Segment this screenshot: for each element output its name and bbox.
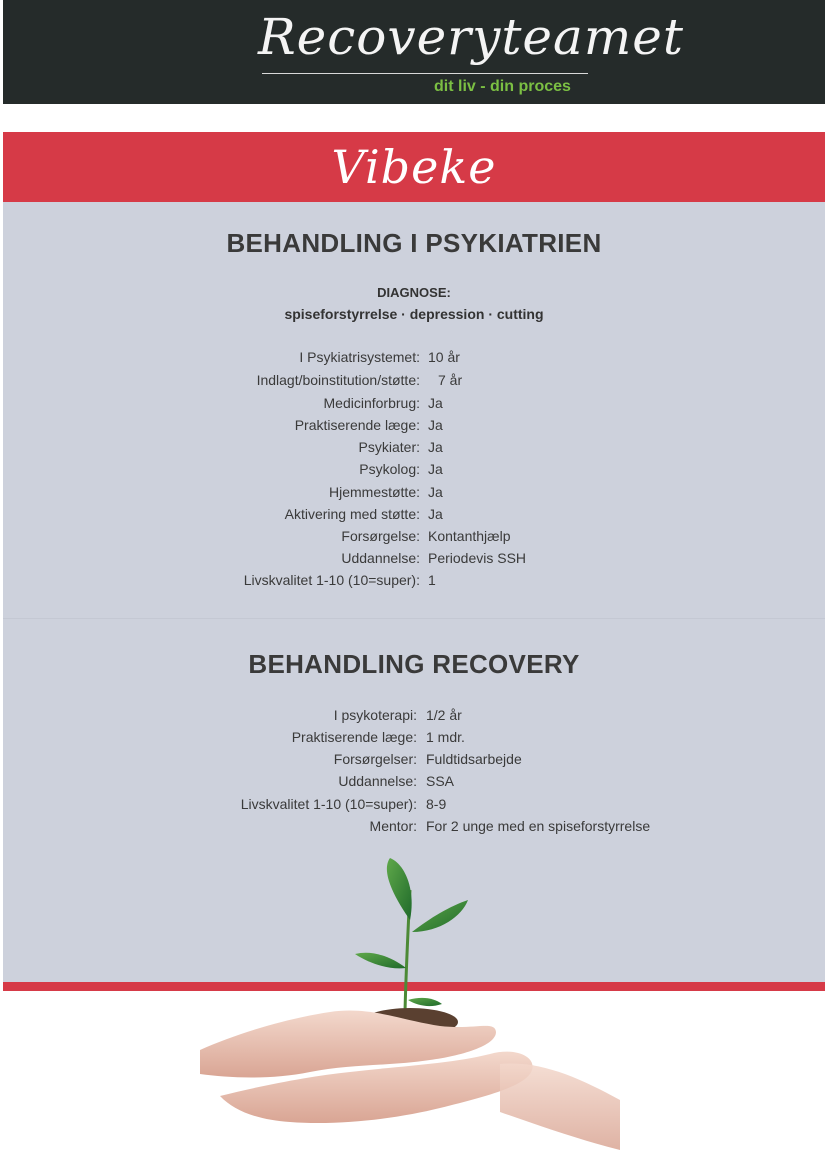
plant-leaf	[412, 900, 468, 932]
section-divider	[3, 618, 825, 619]
brand-tagline: dit liv - din proces	[434, 78, 571, 95]
row-label: Aktivering med støtte:	[284, 506, 420, 522]
info-row	[0, 349, 825, 371]
row-label: Uddannelse:	[341, 550, 420, 566]
row-value: Ja	[428, 417, 443, 433]
row-label: Uddannelse:	[338, 773, 417, 789]
row-label: Praktiserende læge:	[291, 729, 417, 745]
info-row	[0, 372, 825, 394]
info-row	[0, 818, 825, 840]
row-value: Kontanthjælp	[428, 528, 511, 544]
row-label: I psykoterapi:	[333, 707, 417, 723]
info-row	[0, 572, 825, 594]
row-label: Mentor:	[369, 818, 417, 834]
info-row	[0, 484, 825, 506]
row-value: 10 år	[428, 349, 460, 365]
section1-title: BEHANDLING I PSYKIATRIEN	[226, 228, 602, 258]
row-label: Forsørgelse:	[341, 528, 420, 544]
row-label: Hjemmestøtte:	[328, 484, 420, 500]
row-label: Psykolog:	[359, 461, 420, 477]
info-row	[0, 751, 825, 773]
logo-underline	[262, 73, 588, 74]
row-label: Psykiater:	[358, 439, 420, 455]
row-label: I Psykiatrisystemet:	[299, 349, 420, 365]
row-value: 1/2 år	[426, 707, 462, 723]
info-row	[0, 773, 825, 795]
row-value: Ja	[428, 395, 443, 411]
section2-title: BEHANDLING RECOVERY	[248, 649, 580, 679]
row-value: 1 mdr.	[426, 729, 465, 745]
row-label: Livskvalitet 1-10 (10=super):	[243, 572, 420, 588]
row-value: 8-9	[426, 796, 447, 812]
info-row	[0, 439, 825, 461]
plant-leaf	[387, 858, 412, 920]
row-value: Ja	[428, 506, 443, 522]
plant-leaf	[355, 953, 406, 969]
row-value: 1	[428, 572, 436, 588]
row-value: Periodevis SSH	[428, 550, 527, 566]
row-label: Medicinforbrug:	[323, 395, 420, 411]
info-row	[0, 528, 825, 550]
hands-with-seedling-illustration	[200, 850, 620, 1160]
brand-logo: Recoveryteamet	[258, 8, 684, 66]
row-label: Forsørgelser:	[333, 751, 417, 767]
plant-leaf	[408, 998, 442, 1006]
name-banner	[3, 132, 825, 202]
row-value: SSA	[426, 773, 455, 789]
info-row	[0, 729, 825, 751]
row-value: 7 år	[438, 372, 463, 388]
info-row	[0, 550, 825, 572]
diagnosis-label: DIAGNOSE:	[377, 285, 451, 300]
info-row	[0, 461, 825, 483]
info-row	[0, 395, 825, 417]
wrist	[500, 1063, 620, 1150]
row-label: Indlagt/boinstitution/støtte:	[256, 372, 420, 388]
person-name: Vibeke	[331, 140, 497, 194]
row-label: Livskvalitet 1-10 (10=super):	[240, 796, 417, 812]
row-label: Praktiserende læge:	[294, 417, 420, 433]
row-value: Ja	[428, 484, 443, 500]
row-value: Fuldtidsarbejde	[426, 751, 522, 767]
row-value: Ja	[428, 439, 443, 455]
info-row	[0, 417, 825, 439]
info-row	[0, 796, 825, 818]
info-row	[0, 707, 825, 729]
row-value: Ja	[428, 461, 443, 477]
diagnosis-value: spiseforstyrrelse · depression · cutting	[284, 306, 544, 322]
row-value: For 2 unge med en spiseforstyrrelse	[426, 818, 651, 834]
info-row	[0, 506, 825, 528]
